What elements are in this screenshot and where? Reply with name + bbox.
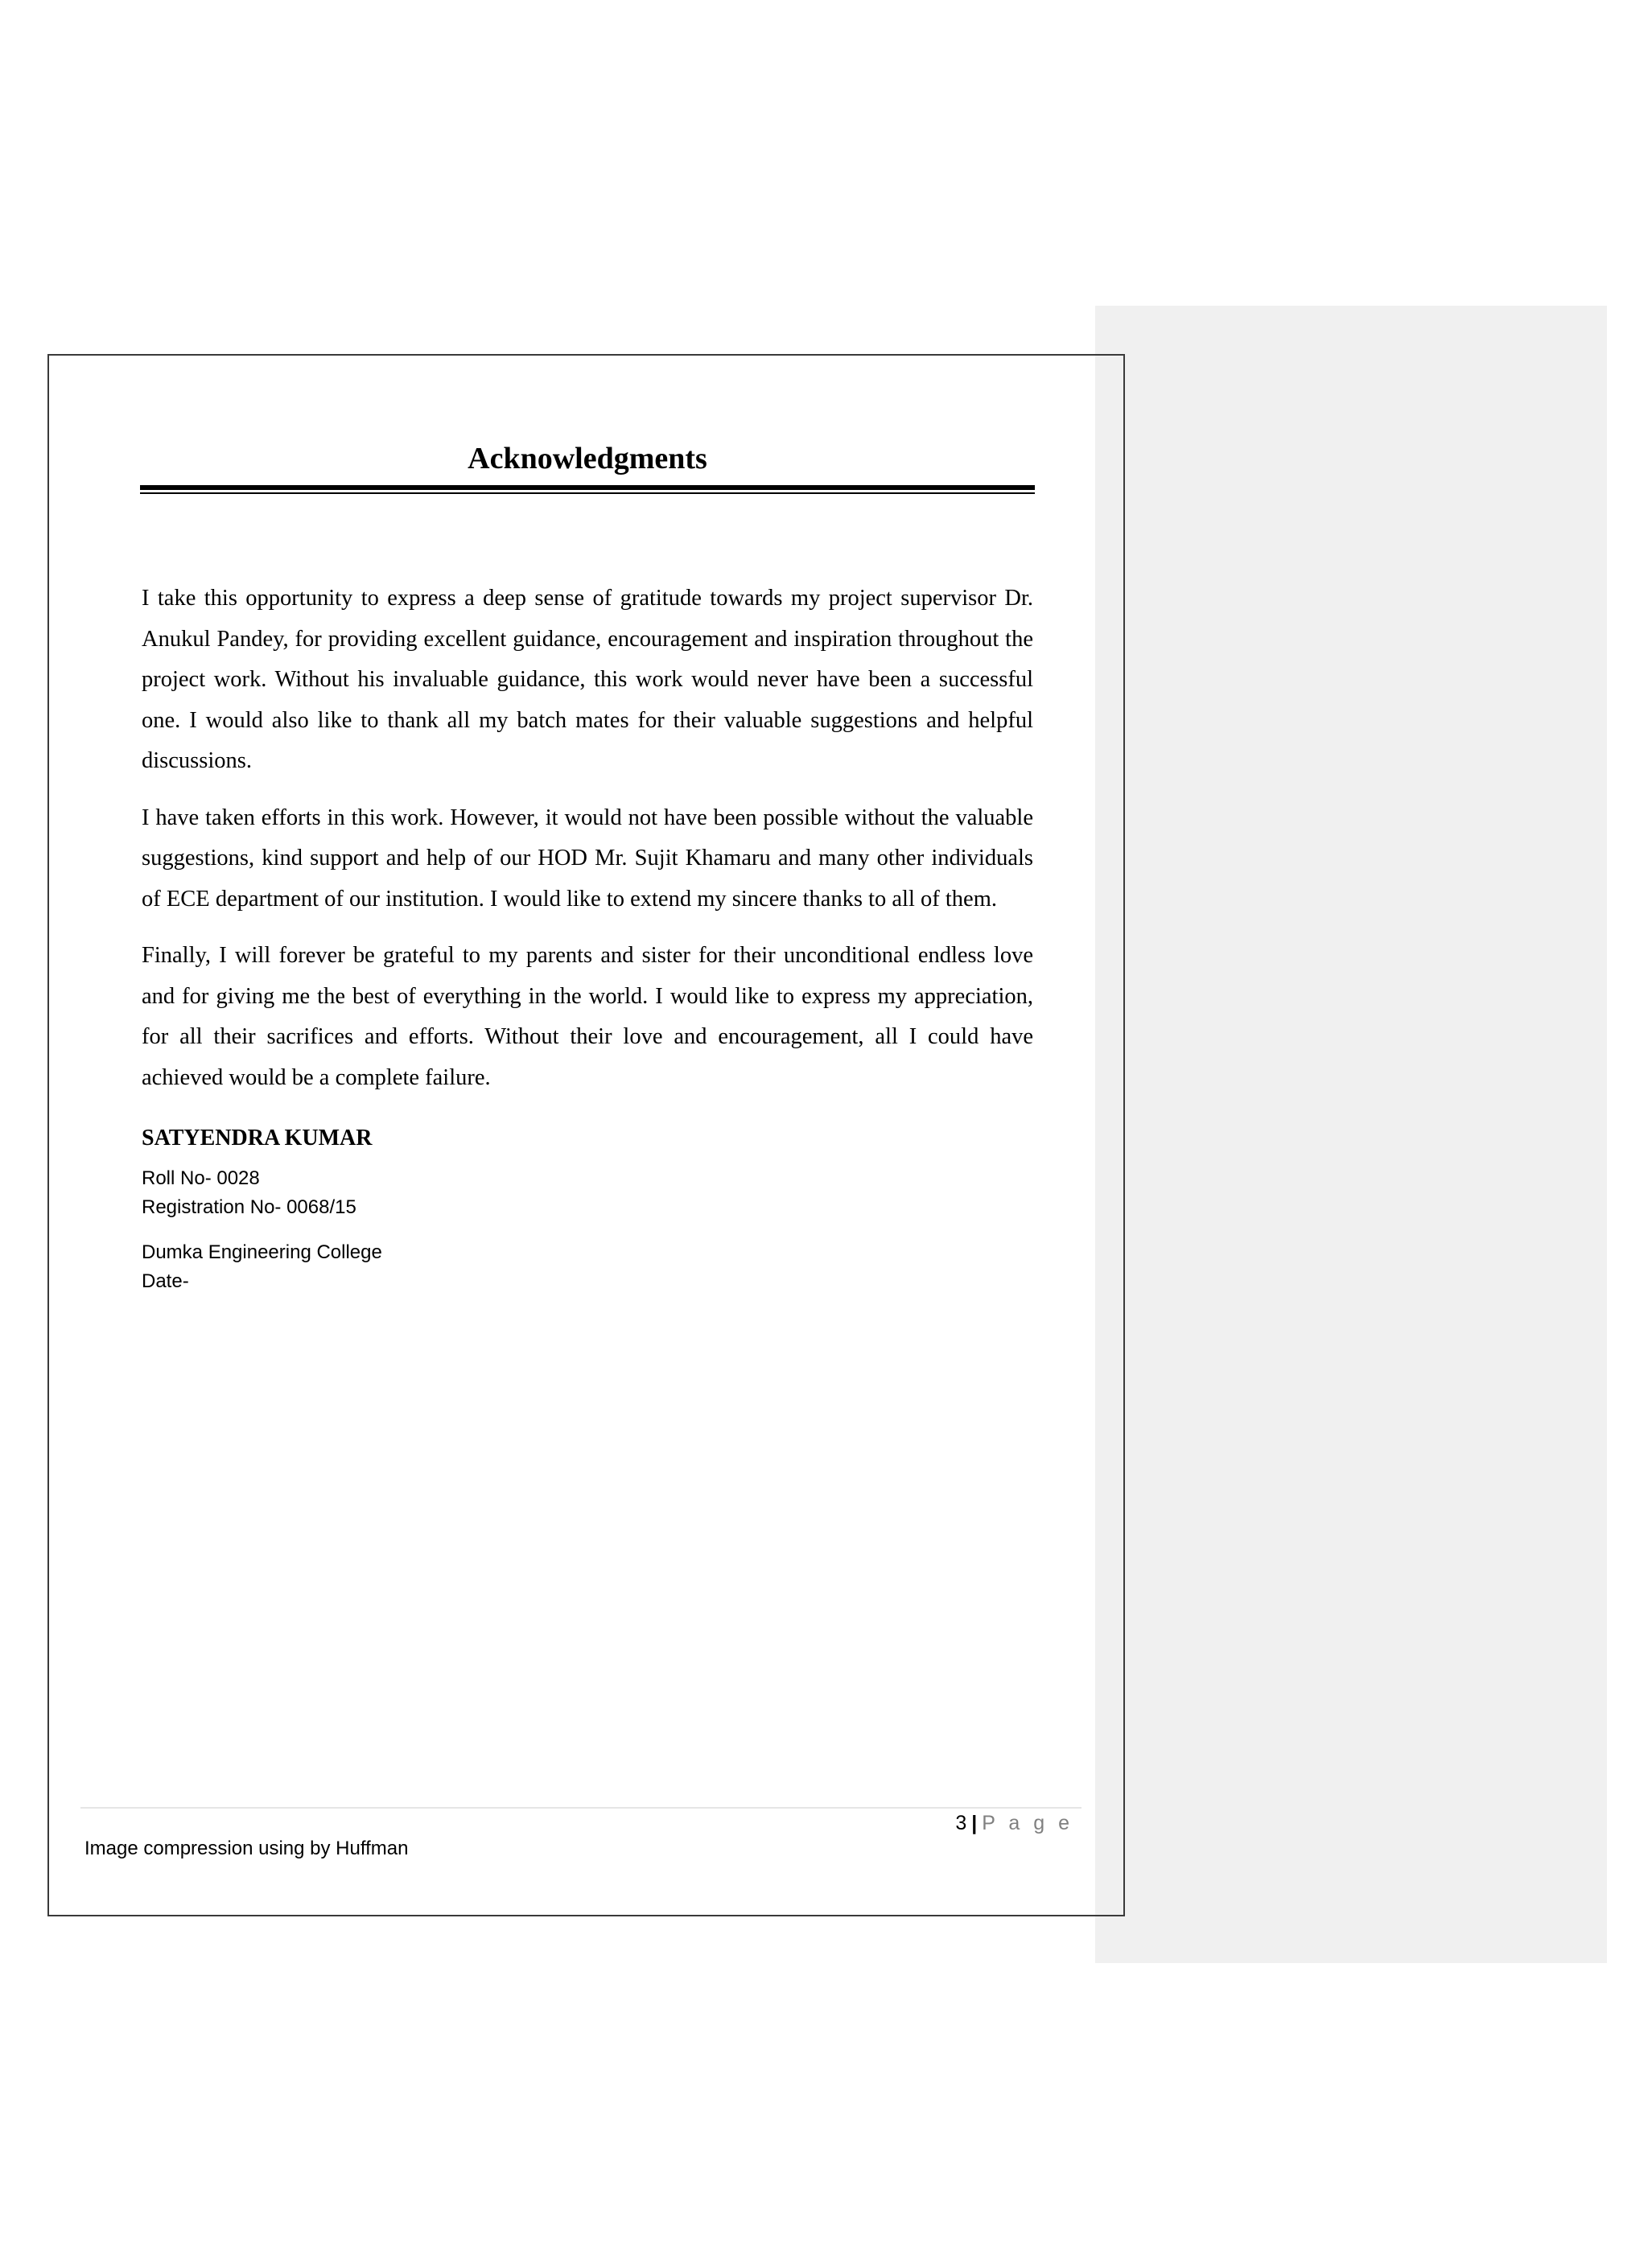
page-number — [955, 1809, 1073, 1838]
heading-rule-thick — [140, 485, 1035, 490]
page-number-separator: | — [971, 1812, 978, 1834]
signature-spacer — [142, 1222, 705, 1238]
college-name: Dumka Engineering College — [142, 1241, 382, 1263]
date-label: Date- — [142, 1270, 189, 1292]
page-heading: Acknowledgments — [468, 442, 707, 475]
heading-rule-thin — [140, 492, 1035, 494]
roll-number: Roll No- 0028 — [142, 1167, 260, 1189]
registration-number: Registration No- 0068/15 — [142, 1196, 356, 1218]
author-name: SATYENDRA KUMAR — [142, 1126, 373, 1150]
footer-title: Image compression using by Huffman — [84, 1838, 409, 1859]
comment-pane — [1095, 306, 1607, 1963]
page-number-value: 3 — [955, 1812, 967, 1834]
paragraph-hod: I have taken efforts in this work. However, it would not have been possible without the valuable suggestions, kind support and help of our HOD Mr. Sujit Khamaru and many other individuals of ECE department of our institution. I would like to extend my sincere thanks to all of them. — [142, 805, 1033, 912]
acknowledgment-body — [142, 578, 1033, 1114]
paragraph-supervisor: I take this opportunity to express a deep sense of gratitude towards my project supervisor Dr. Anukul Pandey, for providing excellent guidance, encouragement and inspiration throughout the project work. Without his invaluable guidance, this work would never have been a successful one. I would also like to thank all my batch mates for their valuable suggestions and helpful discussions. — [142, 586, 1033, 773]
paragraph-family: Finally, I will forever be grateful to my parents and sister for their unconditional endless love and for giving me the best of everything in the world. I would like to express my appreciation, for all their sacrifices and efforts. Without their love and encouragement, all I could have achieved would be a complete failure. — [142, 943, 1033, 1090]
page-word: P a g e — [982, 1812, 1073, 1834]
footer-rule — [80, 1807, 1082, 1809]
signature-block — [142, 1122, 705, 1296]
